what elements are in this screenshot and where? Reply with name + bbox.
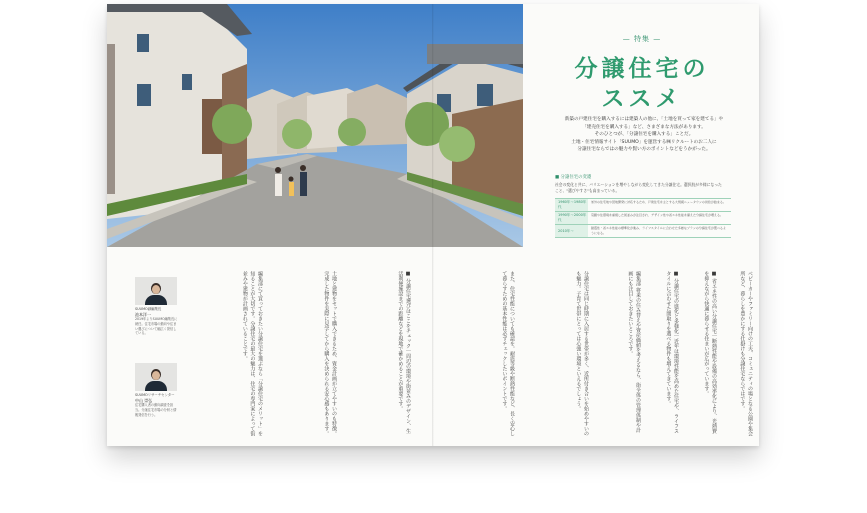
profile-bio: 2019年よりSUUMO編集長に就任。住宅市場の動向や住まい選びについて幅広く発信している。: [135, 317, 178, 336]
era-text: 耐震性・省エネ性能の標準化が進み、ライフスタイルに合わせた多様なプランの分譲住宅が選べるようになる。: [591, 226, 726, 235]
era-key: 2010年〜: [555, 225, 588, 237]
era-text: 郊外の住宅地や団地開発に対応するため、戸建住宅を主とする大規模ニュータウンの供給が始まる。: [591, 200, 726, 204]
avatar: [135, 363, 177, 391]
table-row: [555, 225, 731, 238]
feature-kicker: — 特集 —: [622, 35, 662, 43]
lead-line: そのひとつが、「分譲住宅を購入する」ことだ。: [594, 132, 694, 138]
body-column: また、住宅性能についても確認を。耐震等級や断熱性能など、長く安心して暮らすための基本性能は必ずチェックしたいポイントです。: [501, 271, 515, 436]
profile-name: 中山 崇弘: [135, 398, 153, 403]
page-fold: [432, 4, 434, 446]
body-column: 土地と建物をセットで購入できるため、資金計画が立てやすいのも特徴。完成した物件を実際に見学してから購入を決められる安心感もあります。: [323, 271, 337, 436]
magazine-spread: [107, 4, 759, 446]
table-row: [555, 212, 731, 225]
profile-role: SUUMO副編集長: [135, 307, 162, 311]
feature-title-line2: ススメ: [601, 86, 683, 112]
body-column: ■ 分譲住宅の進化と多様化｜近年は環境性能を高めた住宅や、ライフスタイルに合わせた間取りを選べる物件も増えてきています。: [665, 271, 679, 434]
feature-header: [525, 4, 759, 247]
cover-photo: [107, 4, 523, 247]
profile-bio: 住宅購入者の動向調査を担当。分譲住宅市場の分析と情報発信を行う。: [135, 403, 177, 417]
profile-card: [135, 277, 179, 336]
feature-lead: [539, 116, 749, 154]
avatar: [135, 277, 177, 305]
body-column: ベビーカーやファミリー向けの工夫、コミュニティの場となる公園や集会所など、暮らしを豊かにする仕掛けも分譲住宅ならではです。: [739, 271, 753, 436]
townscape-image: [107, 4, 523, 247]
lead-line: 新築の戸建住宅を購入するには建築人の他に、「土地を買って家を建てる」や: [564, 117, 724, 122]
profile-name: 池本洋一: [135, 312, 151, 317]
history-label: ■ 分譲住宅の変遷: [555, 175, 592, 180]
table-row: [555, 199, 731, 212]
body-column: ■ 分譲住宅選びはここをチェック｜周辺の環境や街並みのデザイン、生活利便施設までの距離などを現地で確かめることが重要です。: [397, 271, 411, 434]
era-key: 1960年〜1980年代: [555, 199, 588, 211]
lead-line: 土地・住宅情報サイト「SUUMO」を運営する㈱リクルートのお二人に: [571, 139, 717, 145]
profile-role: SUUMOリサーチセンター: [135, 393, 175, 397]
body-column: ■ 省エネ性の高い分譲住宅｜断熱性能や設備の高効率化により、光熱費を抑えながら快適に暮らせる住まいが広がっています。: [703, 271, 717, 434]
lead-line: 分譲住宅ならではの魅力や賢い方のポイントなどをうかがった。: [577, 147, 711, 153]
history-table: [555, 198, 731, 238]
feature-title-line1: 分譲住宅の: [574, 56, 710, 82]
lead-line: 「建売住宅を購入する」など、さまざまな方法があります。: [582, 124, 706, 130]
era-key: 1990年〜2000年代: [555, 212, 588, 224]
profile-card: [135, 363, 179, 417]
era-text: 景観や住環境を重視した街並みが注目され、デザイン性や省エネ性能を備えた分譲住宅が増える。: [591, 213, 723, 217]
body-column: 編集部 将来の住み替えや資産価値を考えるなら、街全体の管理体制や計画にも注目しておきたいところです。: [627, 271, 641, 433]
history-intro: 社会の変化と共に、バリエーションを増やしながら変化してきた分譲住宅。選択肢が多様になったこと、"選びやすさ"も高まっている。: [555, 182, 722, 193]
body-column: 編集部にて買っておきたい分譲住宅を選ぶなら「分譲住宅のメリット」を知ることが大切です。分譲住宅の最大の魅力は、住宅の専門家によって街並みや建物が計画されていることです。: [241, 271, 263, 436]
body-column: 分譲住宅は同じ時期に入居する世帯が多く、近所付き合いを始めやすいのも魅力。子育て世帯にとっては心強い環境といえるでしょう。: [575, 271, 589, 436]
